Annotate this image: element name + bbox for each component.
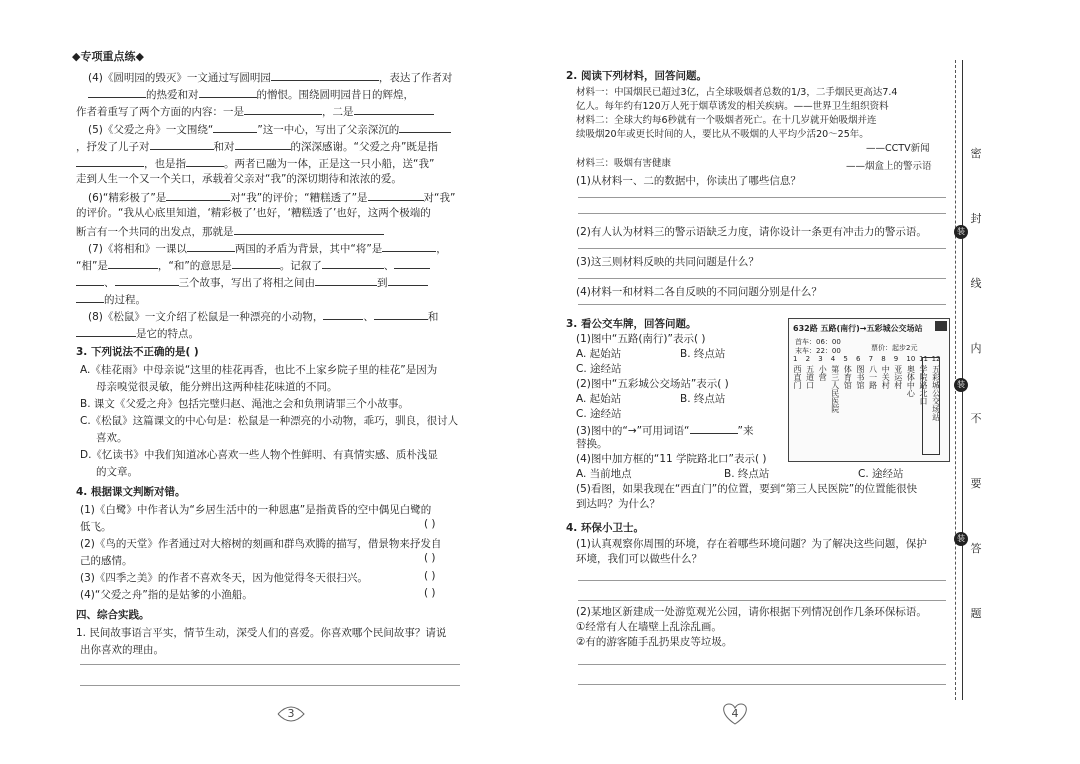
r2-q2: (2)有人认为材料三的警示语缺乏力度，请你设计一条更有冲击力的警示语。	[576, 226, 927, 238]
judge-2-cont: 己的感情。	[80, 555, 133, 567]
practice-1: 1. 民间故事语言平实，情节生动，深受人们的喜爱。你喜欢哪个民间故事？请说	[76, 627, 447, 639]
q6-line2: 的评价。“我从心底里知道，‘精彩极了’也好，‘糟糕透了’也好，这两个极端的	[76, 207, 431, 219]
option-3a[interactable]: A.《桂花雨》中母亲说“这里的桂花再香，也比不上家乡院子里的桂花”是因为	[80, 364, 438, 376]
blank[interactable]	[199, 87, 257, 98]
material-1: 材料一：中国烟民已超过3亿，占全球吸烟者总数的1/3，二手烟民更高达7.4	[576, 87, 898, 98]
r3-q1-option-c[interactable]: C. 途经站	[576, 363, 622, 375]
material-2-cont: 续吸烟20年或更长时间的人，要比从不吸烟的人平均少活20～25年。	[576, 129, 869, 140]
r3-q4: (4)图中加方框的“11 学院路北口”表示( )	[576, 453, 767, 465]
judge-1-cont: 低飞。	[80, 521, 112, 533]
seal-char: 题	[970, 607, 982, 620]
section-5-title: 四、综合实践。	[76, 609, 150, 621]
blank[interactable]	[115, 275, 179, 286]
binding-hole-icon: 装	[954, 532, 968, 546]
q5-text-e: 的深深感谢。“父爱之舟”既是指	[290, 141, 438, 153]
material-3-source: ——烟盒上的警示语	[846, 161, 932, 172]
r4-q2: (2)某地区新建成一处游览观光公园，请你根据下列情况创作几条环保标语。	[576, 606, 927, 618]
q6-text-b: 对“我”的评价；“糟糕透了”是	[230, 192, 368, 204]
blank[interactable]	[76, 275, 104, 286]
practice-1-cont: 出你喜欢的理由。	[80, 644, 164, 656]
blank[interactable]	[76, 156, 144, 167]
option-3c-cont: 喜欢。	[96, 432, 128, 444]
bus-stop-name: 中关村	[881, 365, 891, 389]
q8-text-c: 和	[427, 311, 439, 323]
blank[interactable]	[388, 275, 428, 286]
r2-q3: (3)这三则材料反映的共同问题是什么？	[576, 256, 759, 268]
r3-q3-text-b: ”来	[737, 425, 754, 437]
answer-line[interactable]	[578, 580, 946, 581]
q6-text: (6)“精彩极了”是	[88, 192, 167, 204]
r3-q1: (1)图中“五路(南行)”表示( )	[576, 333, 706, 345]
r3-q5-cont: 到达吗？为什么？	[576, 498, 660, 510]
bus-sign-title: 632路 五路(南行)→五彩城公交场站	[793, 324, 923, 333]
bus-stop-name: 第三人民医院	[830, 365, 840, 413]
seal-char: 答	[970, 542, 982, 555]
q8-text-b: 、	[363, 311, 374, 323]
q7-line1	[88, 241, 447, 256]
q4-text-e: 作者着重写了两个方面的内容：一是	[76, 106, 244, 118]
r2-title: 2. 阅读下列材料，回答问题。	[566, 70, 707, 82]
q7-text-d: “相”是	[76, 260, 108, 272]
q7-text-b: 两国的矛盾为背景，其中“将”是	[234, 243, 383, 255]
blank[interactable]	[150, 139, 214, 150]
bus-stop-name: 奥体中心	[906, 365, 916, 397]
blank[interactable]	[315, 275, 377, 286]
bus-stop-name: 小营	[818, 365, 828, 381]
blank[interactable]	[374, 309, 428, 320]
q7-line2: “相”是 ，“和”的意思是 。记叙了 、	[76, 258, 430, 273]
bus-stop-name: 五彩城公交场站	[931, 365, 941, 421]
q5-text-g: 。两者已融为一体，正是这一只小船，送“我”	[224, 158, 435, 170]
judge-4: (4)“父爱之舟”指的是姑爹的小渔船。	[80, 589, 253, 601]
q5-line1	[88, 122, 451, 137]
page-header: ◆专项重点练◆	[72, 50, 144, 63]
bus-stop-number: 1	[793, 355, 798, 363]
answer-line[interactable]	[578, 213, 946, 214]
q7-line3: 、 三个故事，写出了将相之间由 到	[76, 275, 428, 290]
bus-stop-number: 5	[843, 355, 848, 363]
bus-stop-name: 体育馆	[843, 365, 853, 389]
answer-line[interactable]	[578, 248, 946, 249]
r3-q2-option-b[interactable]: B. 终点站	[680, 393, 726, 405]
first-bus-time: 首车：06：00	[795, 338, 841, 346]
bus-stop-number: 10	[906, 355, 916, 363]
material-2: 材料二：全球大约每6秒就有一个吸烟者死亡。在十几岁就开始吸烟并连	[576, 115, 877, 126]
blank[interactable]	[368, 190, 424, 201]
blank[interactable]	[235, 139, 291, 150]
q4-text-c: 的热爱和对	[146, 89, 199, 101]
answer-line[interactable]	[80, 685, 460, 686]
blank[interactable]	[244, 104, 322, 115]
blank[interactable]	[354, 104, 434, 115]
q8-line2	[76, 326, 199, 341]
q7-text-g: 三个故事，写出了将相之间由	[178, 277, 315, 289]
r2-q4: (4)材料一和材料二各自反映的不同问题分别是什么？	[576, 286, 822, 298]
q5-text-b: ”这一中心，写出了父亲深沉的	[257, 124, 400, 136]
page-number-text: 4	[731, 707, 739, 720]
blank[interactable]	[76, 292, 104, 303]
r3-q3	[576, 423, 753, 438]
page-number-4	[718, 702, 752, 726]
q5-text-c: ，抒发了儿子对	[76, 141, 150, 153]
bus-stop-number: 9	[893, 355, 899, 363]
blank[interactable]	[232, 258, 280, 269]
judge-2-paren[interactable]: ( )	[424, 552, 436, 564]
bus-stop-name: 亚运村	[893, 365, 903, 389]
bus-icon	[935, 321, 947, 331]
q6-text-e: 断言有一个共同的出发点，那就是	[76, 226, 234, 238]
option-3d[interactable]: D.《忆读书》中我们知道冰心喜欢一些人物个性鲜明、有真情实感、质朴浅显	[80, 449, 438, 461]
r3-q5: (5)看图，如果我现在“西直门”的位置，要到“第三人民医院”的位置能很快	[576, 483, 918, 495]
bus-stop-number: 7	[868, 355, 874, 363]
blank[interactable]	[399, 122, 451, 133]
q7-text-f: 。记叙了	[279, 260, 322, 272]
blank[interactable]	[88, 87, 146, 98]
r3-q4-option-c[interactable]: C. 途经站	[858, 468, 904, 480]
answer-line[interactable]	[578, 278, 946, 279]
r4-q2-a: ①经常有人在墙壁上乱涂乱画。	[576, 621, 722, 633]
seal-char: 封	[970, 212, 982, 225]
section-4-title: 4. 根据课文判断对错。	[76, 486, 186, 498]
seal-char: 密	[970, 147, 982, 160]
bus-stop-number: 8	[881, 355, 886, 363]
binding-hole-icon: 装	[954, 225, 968, 239]
q4-text-b: ，表达了作者对	[378, 72, 453, 84]
q4-line2	[88, 87, 414, 102]
q4-line3	[76, 104, 434, 119]
page-number-text: 3	[287, 707, 295, 720]
material-1-cont: 亿人。每年约有120万人死于烟草诱发的相关疾病。——世界卫生组织资料	[576, 101, 889, 112]
option-3c[interactable]: C.《松鼠》这篇课文的中心句是：松鼠是一种漂亮的小动物，乖巧，驯良，很讨人	[80, 415, 459, 427]
bus-stop-name: 八一路	[868, 365, 878, 389]
judge-1-paren[interactable]: ( )	[424, 518, 436, 530]
q5-text-d: 和对	[213, 141, 235, 153]
q8-text: (8)《松鼠》一文介绍了松鼠是一种漂亮的小动物，	[88, 311, 324, 323]
judge-3: (3)《四季之美》的作者不喜欢冬天，因为他觉得冬天很扫兴。	[80, 572, 368, 584]
r3-q2-option-a[interactable]: A. 起始站	[576, 393, 622, 405]
q5-text: (5)《父爱之舟》一文围绕“	[88, 124, 214, 136]
q4-text-f: ，二是	[322, 106, 354, 118]
q7-text-i: 的过程。	[104, 294, 146, 306]
q5-line2	[76, 139, 438, 154]
r3-q4-option-a[interactable]: A. 当前地点	[576, 468, 632, 480]
blank[interactable]	[271, 70, 379, 81]
q5-line4: 走到人生一个又一个关口，承载着父亲对“我”的深切期待和浓浓的爱。	[76, 173, 402, 185]
q8-line1	[88, 309, 438, 324]
bus-stop-number: 3	[818, 355, 823, 363]
r3-q3-cont: 替换。	[576, 438, 608, 450]
q7-text-e: ，“和”的意思是	[157, 260, 232, 272]
q8-text-d: 是它的特点。	[136, 328, 199, 340]
q7-text: (7)《将相和》一课以	[88, 243, 187, 255]
r4-title: 4. 环保小卫士。	[566, 522, 644, 534]
answer-line[interactable]	[578, 600, 946, 601]
binding-hole-icon: 装	[954, 378, 968, 392]
r3-q3-text: (3)图中的“→”可用词语“	[576, 425, 690, 437]
blank[interactable]	[323, 309, 363, 320]
q7-text-c: ，	[436, 243, 447, 255]
r2-q1: (1)从材料一、二的数据中，你读出了哪些信息？	[576, 175, 801, 187]
r3-q1-option-b[interactable]: B. 终点站	[680, 348, 726, 360]
bus-stop-name: 五道口	[805, 365, 815, 389]
blank[interactable]	[166, 190, 230, 201]
q5-text-f: ，也是指	[144, 158, 186, 170]
blank[interactable]	[322, 258, 384, 269]
q6-line1	[88, 190, 455, 205]
q7-text-h: 到	[377, 277, 388, 289]
current-stop-box	[922, 357, 940, 455]
blank[interactable]	[187, 241, 235, 252]
material-3: 材料三：吸烟有害健康	[576, 158, 672, 169]
last-bus-time: 末车：22：00	[795, 347, 841, 355]
option-3a-cont: 母亲嗅觉很灵敏，能分辨出这两种桂花味道的不同。	[96, 381, 338, 393]
answer-line[interactable]	[80, 664, 460, 665]
q4-text: (4)《圆明园的毁灭》一文通过写圆明园	[88, 72, 271, 84]
judge-1: (1)《白鹭》中作者认为“乡居生活中的一种恩惠”是指黄昏的空中偶见白鹭的	[80, 504, 432, 516]
q4-line1	[88, 70, 452, 85]
section-3-title: 3. 下列说法不正确的是( )	[76, 346, 199, 358]
option-3b[interactable]: B. 课文《父爱之舟》包括完璧归赵、渑池之会和负荆请罪三个小故事。	[80, 398, 409, 410]
answer-line[interactable]	[578, 197, 946, 198]
blank[interactable]	[186, 156, 224, 167]
blank[interactable]	[108, 258, 158, 269]
blank[interactable]	[690, 423, 738, 434]
r4-q1-cont: 环境，我们可以做些什么？	[576, 553, 702, 565]
r3-q2: (2)图中“五彩城公交场站”表示( )	[576, 378, 729, 390]
blank[interactable]	[382, 241, 436, 252]
bus-stop-sign	[788, 318, 950, 462]
bus-stop-number: 12	[931, 355, 941, 363]
option-3d-cont: 的文章。	[96, 466, 138, 478]
answer-line[interactable]	[578, 664, 946, 665]
q5-line3	[76, 156, 434, 171]
r4-q1: (1)认真观察你周围的环境，存在着哪些环境问题？为了解决这些问题，保护	[576, 538, 927, 550]
page-number-3	[274, 702, 308, 726]
bus-stop-number: 11	[919, 355, 928, 363]
seal-char: 线	[970, 277, 982, 290]
judge-3-paren[interactable]: ( )	[424, 570, 436, 582]
seal-char: 不	[970, 412, 982, 425]
r3-q1-option-a[interactable]: A. 起始站	[576, 348, 622, 360]
r4-q2-b: ②有的游客随手乱扔果皮等垃圾。	[576, 636, 733, 648]
judge-4-paren[interactable]: ( )	[424, 587, 436, 599]
answer-line[interactable]	[578, 304, 946, 305]
r3-title: 3. 看公交车牌，回答问题。	[566, 318, 697, 330]
bus-fare: 票价：起步2元	[871, 344, 918, 352]
r3-q4-option-b[interactable]: B. 终点站	[724, 468, 770, 480]
blank[interactable]	[234, 224, 384, 235]
seal-char: 要	[970, 477, 982, 490]
q4-text-d: 的憎恨。围绕圆明园昔日的辉煌，	[256, 89, 414, 101]
q6-line3	[76, 224, 384, 239]
bus-stop-number: 4	[830, 355, 836, 363]
q7-line4	[76, 292, 146, 307]
seal-char: 内	[970, 342, 982, 355]
blank[interactable]	[394, 258, 430, 269]
material-2-source: ——CCTV新闻	[866, 143, 930, 154]
blank[interactable]	[76, 326, 136, 337]
bus-stop-number: 2	[805, 355, 811, 363]
q6-text-c: 对“我”	[423, 192, 456, 204]
blank[interactable]	[213, 122, 257, 133]
judge-2: (2)《鸟的天堂》作者通过对大榕树的刻画和群鸟欢腾的描写，借景物来抒发自	[80, 538, 442, 550]
answer-line[interactable]	[578, 684, 946, 685]
bus-stop-name: 图书馆	[856, 365, 865, 389]
bus-stop-name: 西直门	[793, 365, 802, 389]
r3-q2-option-c[interactable]: C. 途经站	[576, 408, 622, 420]
bus-stop-number: 6	[856, 355, 861, 363]
bus-stop-name: 学院路北口	[919, 365, 928, 405]
